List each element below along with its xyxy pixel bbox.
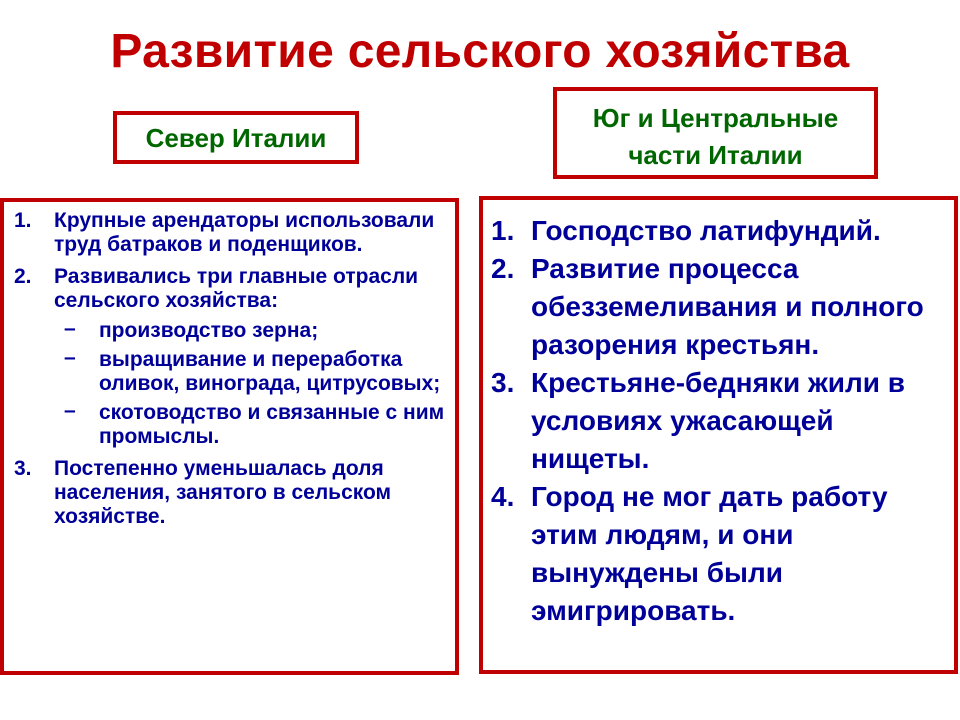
south-item-4: [491, 478, 953, 630]
dash-marker: –: [64, 346, 76, 369]
south-central-italy-header: [553, 87, 878, 179]
north-item-3-text: Постепенно уменьшалась доля населения, занятого в сельском хозяйстве.: [54, 457, 392, 528]
south-item-2-text: Развитие процесса обезземеливания и полного разорения крестьян.: [531, 253, 924, 360]
south-item-1-number: 1.: [491, 215, 515, 246]
north-subitem-2-text: выращивание и переработка оливок, винограда, цитрусовых;: [99, 348, 441, 395]
north-italy-panel: [0, 198, 459, 675]
north-subitem-1-text: производство зерна;: [99, 319, 319, 342]
north-item-2-text: Развивались три главные отрасли сельского хозяйства:: [54, 265, 419, 312]
south-item-4-text: Город не мог дать работу этим людям, и они вынуждены были эмигрировать.: [531, 481, 888, 626]
south-header-line-2: части Италии: [628, 140, 803, 170]
south-item-1-text: Господство латифундий.: [531, 215, 881, 246]
slide-title: Развитие сельского хозяйства: [110, 25, 850, 78]
north-item-3: [14, 457, 454, 529]
north-subitem-2: [54, 348, 454, 396]
north-item-3-number: 3.: [14, 457, 32, 480]
south-item-3: [491, 364, 953, 478]
north-item-1: [14, 209, 454, 257]
north-item-2-sublist: [54, 319, 454, 449]
south-central-italy-panel: [479, 196, 958, 674]
north-subitem-3: [54, 401, 454, 449]
south-item-2: [491, 250, 953, 364]
south-item-1: [491, 212, 953, 250]
north-subitem-3-text: скотоводство и связанные с ним промыслы.: [99, 401, 445, 448]
south-item-2-number: 2.: [491, 253, 515, 284]
north-subitem-1: [54, 319, 454, 343]
north-item-2: [14, 265, 454, 449]
dash-marker: –: [64, 399, 76, 422]
dash-marker: –: [64, 317, 76, 340]
north-list: [14, 209, 454, 537]
north-italy-header: Север Италии: [113, 111, 359, 164]
south-header-line-1: Юг и Центральные: [592, 103, 839, 133]
south-item-3-text: Крестьяне-бедняки жили в условиях ужасающей нищеты.: [531, 367, 905, 474]
north-item-1-number: 1.: [14, 209, 32, 232]
north-item-1-text: Крупные арендаторы использовали труд батраков и поденщиков.: [54, 209, 435, 256]
south-item-3-number: 3.: [491, 367, 515, 398]
south-list: [491, 212, 953, 630]
north-item-2-number: 2.: [14, 265, 32, 288]
south-item-4-number: 4.: [491, 481, 515, 512]
